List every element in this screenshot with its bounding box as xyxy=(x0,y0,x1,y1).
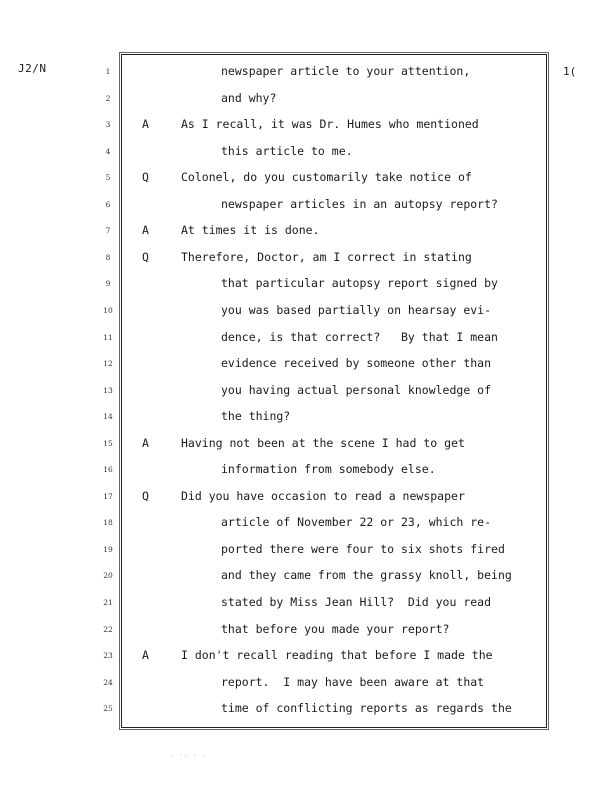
transcript-line xyxy=(0,91,612,111)
line-number: 9 xyxy=(105,279,111,289)
line-number: 24 xyxy=(103,677,113,687)
line-text: I don't recall reading that before I made the xyxy=(181,648,493,663)
line-text: you having actual personal knowledge of xyxy=(221,382,492,397)
line-number: 6 xyxy=(105,199,111,209)
line-text: evidence received by someone other than xyxy=(221,356,492,371)
transcript-line xyxy=(0,542,612,562)
transcript-line xyxy=(0,648,612,668)
scan-artifact: · ·. · · xyxy=(170,752,207,759)
line-number: 22 xyxy=(103,624,113,634)
transcript-line xyxy=(0,144,612,164)
line-number: 4 xyxy=(105,146,111,156)
line-text: As I recall, it was Dr. Humes who mentioned xyxy=(181,117,479,132)
line-text: time of conflicting reports as regards the xyxy=(221,701,512,716)
line-text: that before you made your report? xyxy=(221,621,450,636)
transcript-line xyxy=(0,436,612,456)
speaker-label: A xyxy=(142,223,149,238)
transcript-line xyxy=(0,356,612,376)
line-number: 5 xyxy=(105,173,111,183)
line-number: 2 xyxy=(105,93,111,103)
line-text: this article to me. xyxy=(221,143,353,158)
line-text: dence, is that correct? By that I mean xyxy=(221,329,498,344)
line-number: 16 xyxy=(103,465,113,475)
line-number: 7 xyxy=(105,226,111,236)
line-number: 1 xyxy=(105,67,111,76)
line-number: 15 xyxy=(103,438,113,448)
transcript-line xyxy=(0,117,612,137)
transcript-line xyxy=(0,489,612,509)
line-text: and why? xyxy=(221,90,277,105)
transcript-line xyxy=(0,701,612,721)
line-text: stated by Miss Jean Hill? Did you read xyxy=(221,595,492,609)
transcript-line xyxy=(0,462,612,482)
line-text: and they came from the grassy knoll, being xyxy=(221,568,512,583)
transcript-line xyxy=(0,330,612,350)
speaker-label: A xyxy=(142,117,149,132)
line-number: 13 xyxy=(103,385,113,395)
transcript-line xyxy=(0,515,612,535)
line-number: 18 xyxy=(103,518,113,528)
line-text: report. I may have been aware at that xyxy=(221,674,485,689)
speaker-label: A xyxy=(142,435,149,450)
transcript-line xyxy=(0,622,612,642)
transcript-line xyxy=(0,64,612,84)
document-identifier: J2/N xyxy=(18,62,47,75)
line-number: 20 xyxy=(103,571,113,581)
line-number: 12 xyxy=(103,359,113,369)
line-text: article of November 22 or 23, which re- xyxy=(221,515,492,530)
line-number: 21 xyxy=(103,598,113,607)
line-number: 17 xyxy=(103,491,113,501)
line-number: 3 xyxy=(105,120,111,130)
transcript-line xyxy=(0,223,612,243)
page-number: 1( xyxy=(563,65,577,78)
line-text: that particular autopsy report signed by xyxy=(221,276,498,291)
line-text: At times it is done. xyxy=(181,223,320,238)
line-number: 8 xyxy=(105,252,111,262)
transcript-line xyxy=(0,383,612,403)
line-number: 25 xyxy=(103,704,113,714)
line-number: 14 xyxy=(103,412,113,422)
transcript-line xyxy=(0,595,612,615)
transcript-line xyxy=(0,250,612,270)
speaker-label: Q xyxy=(142,170,149,185)
transcript-line xyxy=(0,197,612,217)
transcript-line xyxy=(0,303,612,323)
transcript-line xyxy=(0,409,612,429)
line-text: the thing? xyxy=(221,409,291,424)
speaker-label: Q xyxy=(142,488,149,503)
line-text: information from somebody else. xyxy=(221,462,436,477)
line-number: 23 xyxy=(103,651,113,661)
line-number: 10 xyxy=(103,305,113,315)
line-text: you was based partially on hearsay evi- xyxy=(221,302,492,317)
line-text: Therefore, Doctor, am I correct in stating xyxy=(181,249,472,264)
line-text: Colonel, do you customarily take notice of xyxy=(181,170,472,185)
line-number: 19 xyxy=(103,544,113,554)
speaker-label: A xyxy=(142,648,149,663)
speaker-label: Q xyxy=(142,249,149,264)
line-text: ported there were four to six shots fired xyxy=(221,541,505,556)
line-text: Did you have occasion to read a newspaper xyxy=(181,488,465,503)
line-number: 11 xyxy=(103,332,113,342)
transcript-line xyxy=(0,568,612,588)
line-text: newspaper articles in an autopsy report? xyxy=(221,196,498,211)
line-text: Having not been at the scene I had to get xyxy=(181,435,465,450)
transcript-line xyxy=(0,170,612,190)
line-text: newspaper article to your attention, xyxy=(221,64,471,78)
transcript-line xyxy=(0,276,612,296)
transcript-line xyxy=(0,675,612,695)
